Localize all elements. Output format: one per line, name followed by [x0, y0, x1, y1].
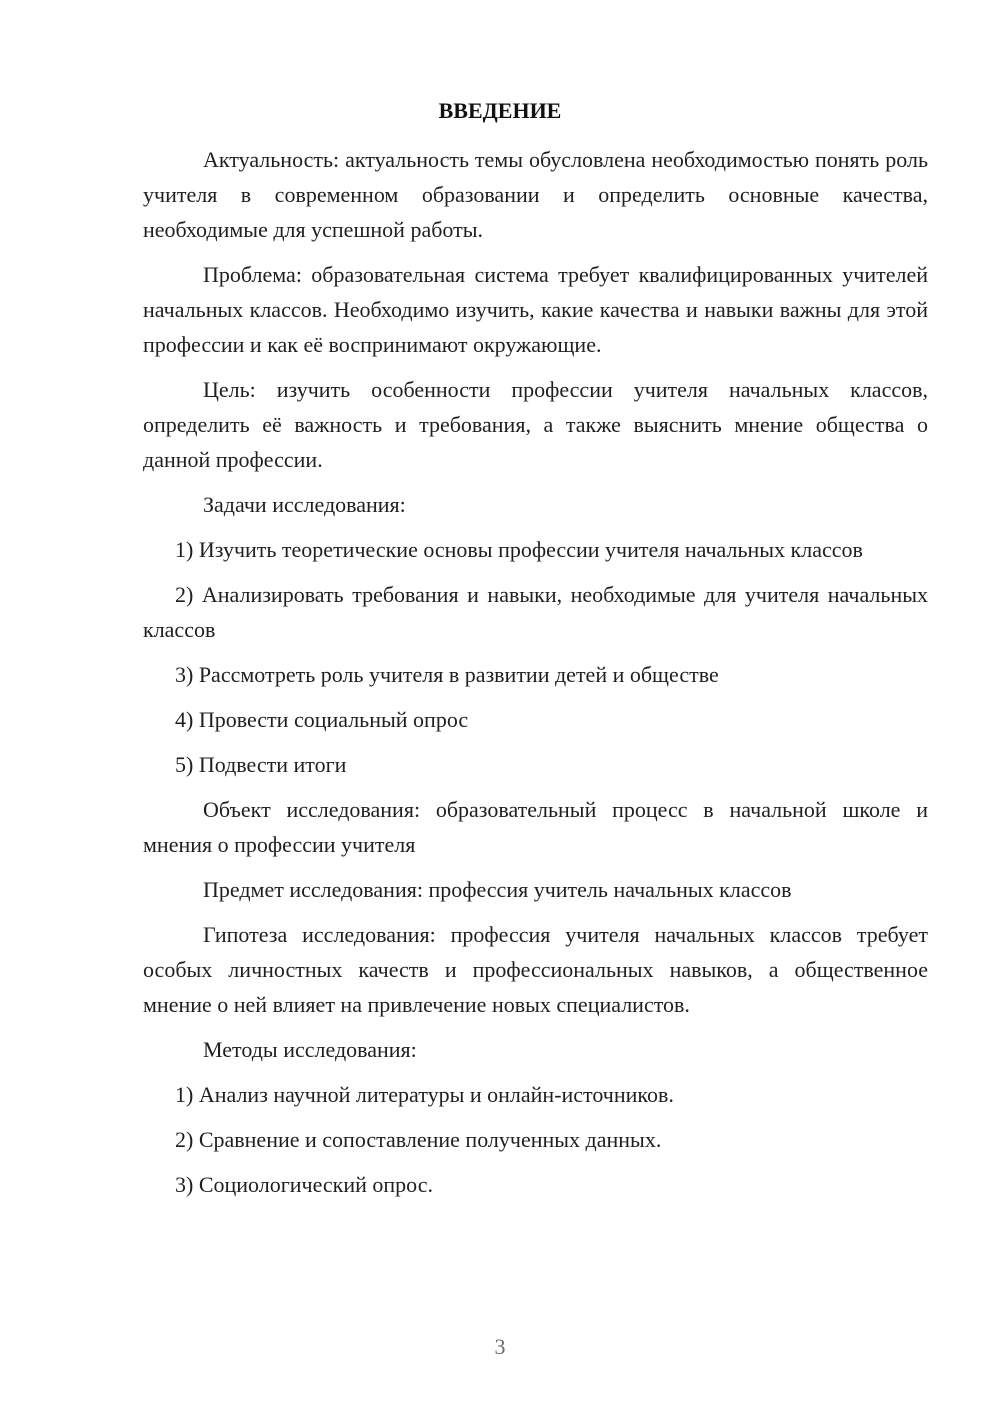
task-item-4: 4) Провести социальный опрос: [175, 707, 469, 732]
tasks-title: Задачи исследования:: [203, 492, 406, 517]
hypothesis-paragraph: Гипотеза исследования: профессия учителя начальных классов требует особых личностных качеств и профессиональных навыков, а общественное мнение о ней влияет на привлечение новых специалистов.: [143, 922, 928, 1017]
methods-title: Методы исследования:: [203, 1037, 417, 1062]
task-item-5: 5) Подвести итоги: [175, 752, 347, 777]
task-item-2: 2) Анализировать требования и навыки, необходимые для учителя начальных классов: [143, 582, 928, 642]
section-heading: ВВЕДЕНИЕ: [438, 98, 562, 123]
page-number: 3: [494, 1334, 506, 1359]
problem-paragraph: Проблема: образовательная система требует квалифицированных учителей начальных классов. Необходимо изучить, какие качества и навыки важны для этой профессии и как её воспринимают окружающие.: [143, 262, 928, 357]
goal-paragraph: Цель: изучить особенности профессии учителя начальных классов, определить её важность и требования, а также выяснить мнение общества о данной профессии.: [143, 377, 928, 472]
object-paragraph: Объект исследования: образовательный процесс в начальной школе и мнения о профессии учителя: [143, 797, 928, 857]
relevance-paragraph: Актуальность: актуальность темы обусловлена необходимостью понять роль учителя в современном образовании и определить основные качества, необходимые для успешной работы.: [143, 147, 928, 242]
task-item-3: 3) Рассмотреть роль учителя в развитии детей и обществе: [175, 662, 719, 687]
method-item-3: 3) Социологический опрос.: [175, 1172, 433, 1197]
subject-paragraph: Предмет исследования: профессия учитель начальных классов: [203, 877, 792, 902]
method-item-1: 1) Анализ научной литературы и онлайн-источников.: [175, 1082, 674, 1107]
method-item-2: 2) Сравнение и сопоставление полученных данных.: [175, 1127, 662, 1152]
document-body: [143, 142, 928, 1212]
task-item-1: 1) Изучить теоретические основы профессии учителя начальных классов: [175, 537, 863, 562]
